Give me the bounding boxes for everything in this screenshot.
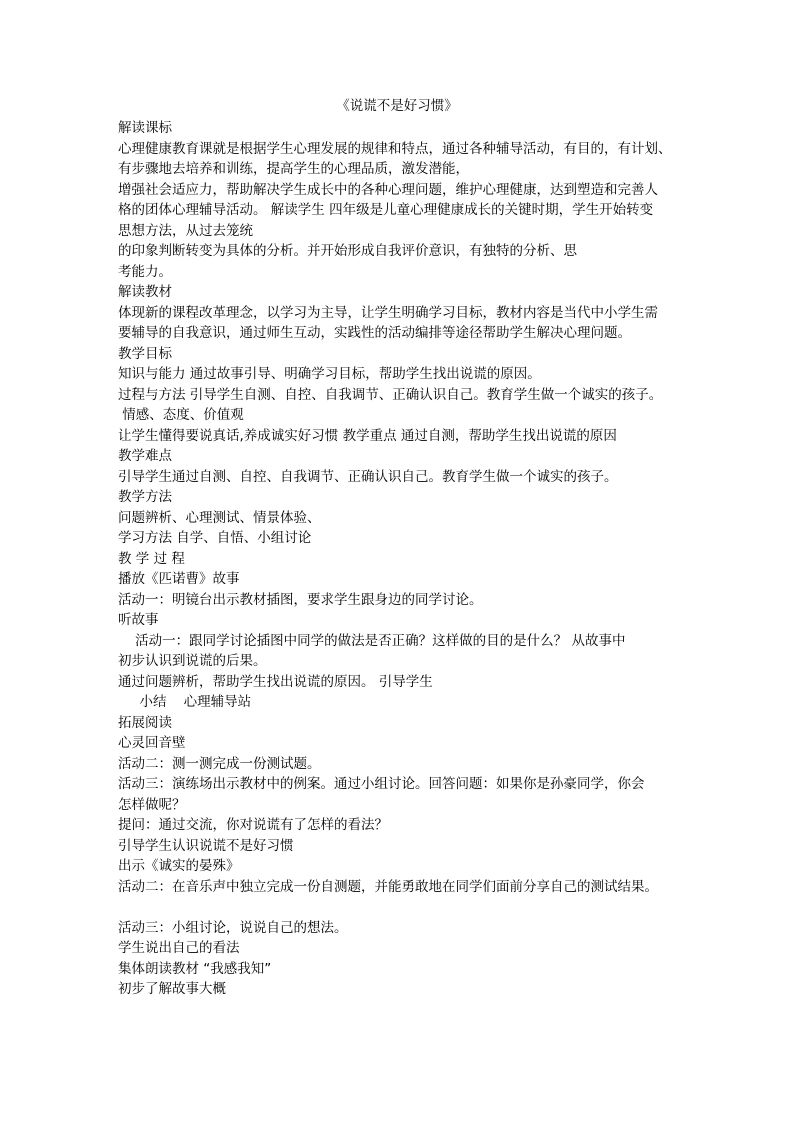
text-line: 播放《匹诺曹》故事: [118, 571, 240, 587]
text-line: 活动二：测一测完成一份测试题。: [118, 755, 321, 772]
text-line: 心理健康教育课就是根据学生心理发展的规律和特点，通过各种辅导活动，有目的，有计划、: [118, 140, 672, 157]
text-line: 让学生懂得要说真话,养成诚实好习惯 教学重点 通过自测，帮助学生找出说谎的原因: [118, 427, 617, 444]
text-line: 有步骤地去培养和训练，提高学生的心理品质，激发潜能，: [118, 161, 469, 177]
text-line: 活动三：演练场出示教材中的例案。通过小组讨论。回答问题：如果你是孙豪同学，你会: [118, 776, 645, 792]
text-line: 思想方法，从过去笼统: [118, 222, 253, 239]
text-line: 解读教材: [118, 284, 172, 300]
text-line: 情感、态度、价值观: [118, 407, 244, 423]
text-line: 小结 心理辅导站: [118, 694, 252, 710]
text-line: 考能力。: [118, 263, 172, 280]
text-line: 集体朗读教材 “我感我知”: [118, 960, 272, 977]
text-line: 学生说出自己的看法: [118, 940, 240, 956]
text-line: 教学难点: [118, 448, 172, 464]
text-line: 活动一：明镜台出示教材插图，要求学生跟身边的同学讨论。: [118, 591, 483, 608]
text-line: 教学方法: [118, 489, 172, 505]
text-line: 提问：通过交流，你对说谎有了怎样的看法？: [118, 817, 388, 833]
text-line: 格的团体心理辅导活动。 解读学生 四年级是儿童心理健康成长的关键时期，学生开始转变: [118, 202, 654, 218]
blank-line: [118, 897, 684, 918]
text-line: 初步认识到说谎的后果。: [118, 653, 267, 669]
text-line: 心灵回音壁: [118, 735, 186, 751]
text-line: 过程与方法 引导学生自测、自控、自我调节、正确认识自己。教育学生做一个诚实的孩子。: [118, 386, 663, 403]
text-line: 教 学 过 程: [118, 550, 185, 567]
text-line: 学习方法 自学、自悟、小组讨论: [118, 530, 312, 546]
text-line: 增强社会适应力，帮助解决学生成长中的各种心理问题，维护心理健康，达到塑造和完善人: [118, 181, 658, 198]
text-line: 活动一：跟同学讨论插图中同学的做法是否正确？这样做的目的是什么？ 从故事中: [118, 632, 626, 649]
text-line: 问题辨析、心理测试、情景体验、: [118, 509, 321, 526]
text-line: 初步了解故事大概: [118, 981, 226, 997]
text-line: 引导学生认识说谎不是好习惯: [118, 837, 294, 854]
text-line: 引导学生通过自测、自控、自我调节、正确认识自己。教育学生做一个诚实的孩子。: [118, 468, 618, 485]
text-line: 怎样做呢？: [118, 796, 186, 813]
text-line: 要辅导的自我意识，通过师生互动，实践性的活动编排等途径帮助学生解决心理问题。: [118, 325, 631, 341]
text-line: 拓展阅读: [118, 714, 172, 731]
text-line: 通过问题辨析，帮助学生找出说谎的原因。 引导学生: [118, 673, 433, 690]
document-body: [118, 118, 684, 1000]
text-line: 解读课标: [118, 120, 172, 136]
document-title: 《说谎不是好习惯》: [336, 98, 458, 114]
text-line: 活动三：小组讨论，说说自己的想法。: [118, 919, 348, 936]
text-line: 听故事: [118, 612, 159, 628]
text-line: 知识与能力 通过故事引导、明确学习目标，帮助学生找出说谎的原因。: [118, 366, 541, 382]
text-line: 体现新的课程改革理念，以学习为主导，让学生明确学习目标，教材内容是当代中小学生需: [118, 304, 658, 321]
text-line: 活动二：在音乐声中独立完成一份自测题，并能勇敢地在同学们面前分享自己的测试结果。: [118, 878, 658, 895]
text-line: 的印象判断转变为具体的分析。并开始形成自我评价意识，有独特的分析、思: [118, 243, 577, 259]
text-line: 教学目标: [118, 345, 172, 362]
text-line: 出示《诚实的晏殊》: [118, 858, 240, 874]
